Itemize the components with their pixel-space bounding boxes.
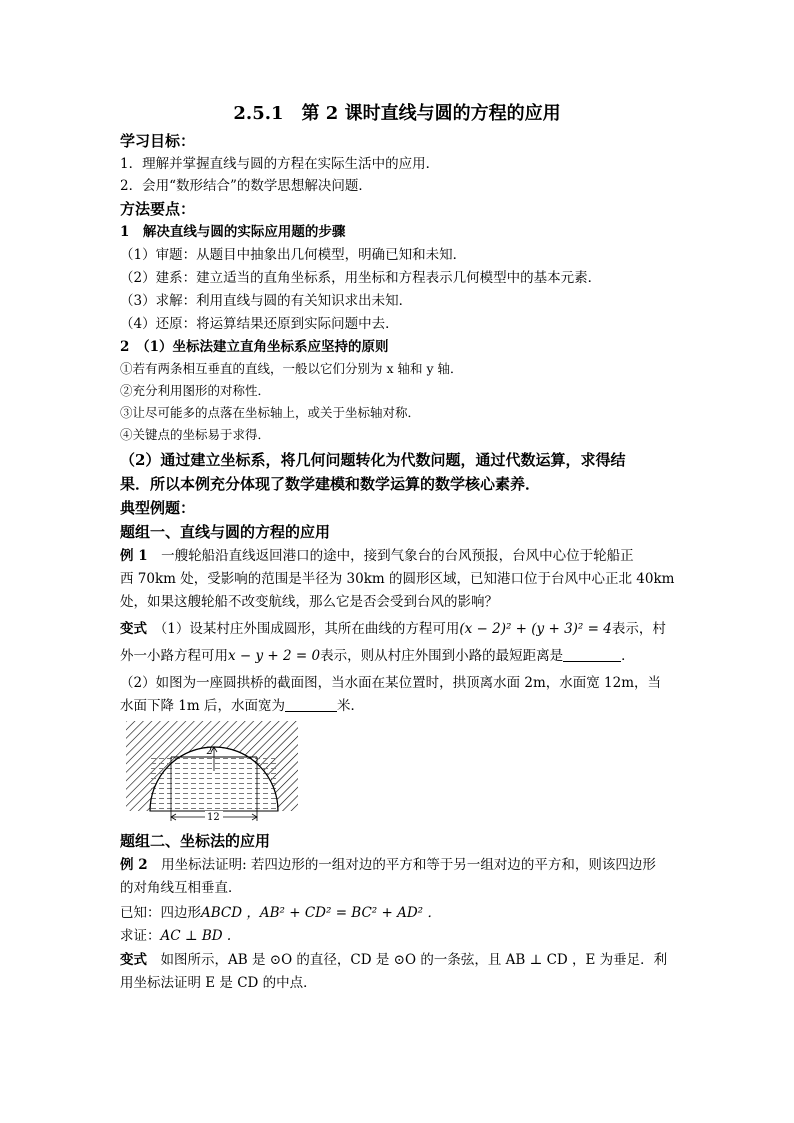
variant2-line2	[120, 696, 364, 716]
given-equation: ABCD ，AB² + CD² = BC² + AD² ．	[201, 905, 441, 921]
answer-blank[interactable]	[563, 647, 621, 662]
height-label: 2	[206, 746, 213, 757]
line-equation: x − y + 2 = 0	[228, 648, 321, 664]
period: ．	[621, 648, 635, 664]
principle-item: ②充分利用图形的对称性．	[120, 383, 271, 398]
given-line	[120, 903, 441, 923]
example1-line	[120, 546, 634, 566]
variant1-line2	[120, 646, 635, 666]
group2-heading: 题组二、坐标法的应用	[120, 832, 271, 850]
circle-equation: (x − 2)² + (y + 3)² = 4	[459, 621, 612, 637]
group1-heading: 题组一、直线与圆的方程的应用	[120, 523, 331, 541]
prove-statement: AC ⊥ BD .	[160, 928, 232, 944]
objective-item: 2．会用“数形结合”的数学思想解决问题．	[120, 178, 372, 194]
objectives-heading: 学习目标：	[120, 132, 196, 150]
arch-bridge-figure	[126, 721, 298, 823]
variant2-text: 水面下降 1m 后，水面宽为	[120, 698, 285, 714]
variant3-text: 用坐标法证明 E 是 CD 的中点．	[120, 975, 317, 991]
variant-label: 变式	[120, 952, 147, 968]
objective-item: 1．理解并掌握直线与圆的方程在实际生活中的应用．	[120, 156, 440, 172]
example1-label: 例 1	[120, 548, 148, 564]
step-item: （3）求解：利用直线与圆的有关知识求出未知．	[120, 293, 413, 309]
step-item: （4）还原：将运算结果还原到实际问题中去．	[120, 316, 399, 332]
examples-heading: 典型例题：	[120, 499, 196, 517]
prove-line	[120, 926, 231, 946]
methods-heading: 方法要点：	[120, 200, 196, 218]
width-label: 12	[207, 812, 220, 823]
step-item: （1）审题：从题目中抽象出几何模型，明确已知和未知．	[120, 247, 467, 263]
principle-item: ③让尽可能多的点落在坐标轴上，或关于坐标轴对称．	[120, 405, 421, 420]
variant2-text: （2）如图为一座圆拱桥的截面图，当水面在某位置时，拱顶离水面 2m，水面宽 12m，当	[120, 675, 662, 691]
variant3-line	[120, 950, 667, 970]
example2-text: 的对角线互相垂直．	[120, 880, 242, 896]
variant2-text: 米．	[336, 698, 364, 714]
example2-text: 用坐标法证明: 若四边形的一组对边的平方和等于另一组对边的平方和，则该四边形	[147, 857, 656, 873]
variant-label: 变式	[120, 621, 147, 637]
variant1-text: 表示，村	[611, 621, 666, 637]
example2-line	[120, 855, 656, 875]
variant1-text: 表示，则从村庄外围到小路的最短距离是	[320, 648, 564, 664]
given-label: 已知：四边形	[120, 905, 201, 921]
example1-text: 西 70km 处，受影响的范围是半径为 30km 的圆形区域，已知港口位于台风中心正北 40km	[120, 571, 675, 587]
variant1-line	[120, 619, 666, 639]
variant3-text: 如图所示，AB 是 ⊙O 的直径，CD 是 ⊙O 的一条弦，且 AB ⊥ CD ，E 为垂足．利	[147, 952, 668, 968]
variant1-text: （1）设某村庄外围成圆形，其所在曲线的方程可用	[147, 621, 460, 637]
step-item: （2）建系：建立适当的直角坐标系，用坐标和方程表示几何模型中的基本元素．	[120, 270, 602, 286]
conclusion-line: 果．所以本例充分体现了数学建模和数学运算的数学核心素养．	[120, 475, 541, 493]
example2-label: 例 2	[120, 857, 148, 873]
principle-item: ①若有两条相互垂直的直线，一般以它们分别为 x 轴和 y 轴．	[120, 361, 463, 376]
conclusion-line: （2）通过建立坐标系，将几何问题转化为代数问题，通过代数运算，求得结	[120, 451, 626, 469]
variant1-text: 外一小路方程可用	[120, 648, 228, 664]
example1-text: 一艘轮船沿直线返回港口的途中，接到气象台的台风预报，台风中心位于轮船正	[147, 548, 634, 564]
prove-label: 求证：	[120, 928, 161, 944]
section-heading-steps: 1 解决直线与圆的实际应用题的步骤	[120, 224, 346, 240]
example1-text: 处，如果这艘轮船不改变航线，那么它是否会受到台风的影响？	[120, 594, 498, 610]
section-heading-principles: 2 （1）坐标法建立直角坐标系应坚持的原则	[120, 339, 389, 355]
page-title: 2.5.1 第 2 课时直线与圆的方程的应用	[233, 103, 561, 124]
principle-item: ④关键点的坐标易于求得．	[120, 427, 271, 442]
answer-blank[interactable]	[285, 697, 337, 712]
